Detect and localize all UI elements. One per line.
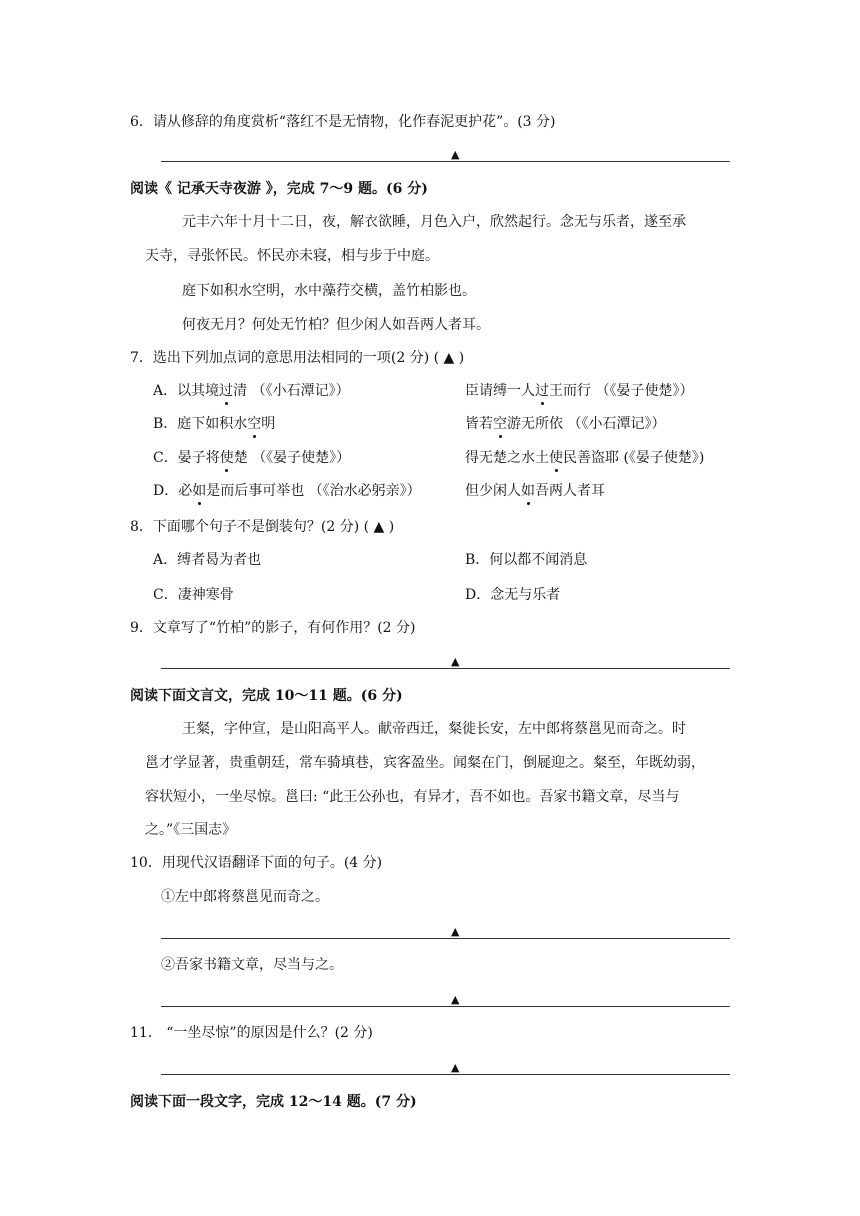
answer-marker: ▲ — [451, 925, 460, 938]
q7-option-a-left: A．以其境过清 （《小石潭记》） — [153, 383, 350, 399]
passage-1-line: 庭下如积水空明，水中藻荇交横，盖竹柏影也。 — [182, 283, 476, 299]
q8-option-c: C．凄神寒骨 — [153, 587, 234, 603]
q10-sentence-2: ②吾家书籍文章，尽当与之。 — [161, 957, 343, 973]
q8-option-d: D．念无与乐者 — [465, 587, 561, 603]
passage-2-line: 邕才学显著，贵重朝廷，常车骑填巷，宾客盈坐。闻粲在门，倒屣迎之。粲至，年既幼弱， — [145, 755, 705, 771]
answer-marker: ▲ — [451, 1061, 460, 1074]
passage-1-line: 何夜无月？何处无竹柏？但少闲人如吾两人者耳。 — [182, 317, 490, 333]
passage-2-heading: 阅读下面文言文，完成 10～11 题。(6 分) — [130, 688, 403, 704]
passage-1-line: 天寺，寻张怀民。怀民亦未寝，相与步于中庭。 — [145, 248, 439, 264]
passage-2-line: 容状短小，一坐尽惊。邕曰: “此王公孙也，有异才，吾不如也。吾家书籍文章，尽当与 — [145, 789, 680, 805]
answer-line-q6[interactable] — [161, 161, 730, 162]
passage-2-line: 王粲，字仲宣，是山阳高平人。献帝西迁，粲徙长安，左中郎将蔡邕见而奇之。时 — [182, 721, 686, 737]
q7-option-a-right: 臣请缚一人过王而行 （《晏子使楚》） — [465, 383, 694, 399]
q7-option-d-right: 但少闲人如吾两人者耳 — [465, 483, 605, 499]
answer-line-q10-1[interactable] — [161, 938, 730, 939]
answer-marker: ▲ — [451, 655, 460, 668]
answer-line-q11[interactable] — [161, 1074, 730, 1075]
q7-option-c-left: C．晏子将使楚 （《晏子使楚》） — [153, 450, 351, 466]
passage-1-line: 元丰六年十月十二日，夜，解衣欲睡，月色入户，欣然起行。念无与乐者，遂至承 — [182, 214, 686, 230]
question-11: 11． “一坐尽惊”的原因是什么？(2 分) — [130, 1025, 373, 1041]
question-6: 6．请从修辞的角度赏析“落红不是无情物，化作春泥更护花”。(3 分) — [130, 114, 556, 130]
passage-2-line: 之。”《三国志》 — [145, 822, 237, 838]
answer-marker: ▲ — [451, 993, 460, 1006]
question-10-stem: 10．用现代汉语翻译下面的句子。(4 分) — [130, 855, 383, 871]
passage-1-heading: 阅读《 记承天寺夜游 》，完成 7～9 题。(6 分) — [130, 181, 428, 197]
q7-option-b-right: 皆若空游无所依 （《小石潭记》） — [465, 416, 666, 432]
answer-line-q10-2[interactable] — [161, 1006, 730, 1007]
q7-option-d-left: D．必如是而后事可举也 （《治水必躬亲》） — [153, 483, 421, 499]
q8-option-b: B．何以都不闻消息 — [465, 552, 588, 568]
q7-option-b-left: B．庭下如积水空明 — [153, 416, 276, 432]
answer-line-q9[interactable] — [161, 668, 730, 669]
question-9: 9．文章写了“竹柏”的影子，有何作用？(2 分) — [130, 620, 416, 636]
question-8-stem: 8．下面哪个句子不是倒装句？(2 分) ( ▲ ) — [130, 519, 395, 535]
answer-marker: ▲ — [451, 148, 460, 161]
q8-option-a: A．缚者曷为者也 — [153, 552, 262, 568]
question-7-stem: 7．选出下列加点词的意思用法相同的一项(2 分) ( ▲ ) — [130, 350, 465, 366]
passage-3-heading: 阅读下面一段文字，完成 12～14 题。(7 分) — [130, 1094, 417, 1110]
q7-option-c-right: 得无楚之水土使民善盗耶 (《晏子使楚》) — [465, 450, 705, 466]
q10-sentence-1: ①左中郎将蔡邕见而奇之。 — [161, 889, 329, 905]
